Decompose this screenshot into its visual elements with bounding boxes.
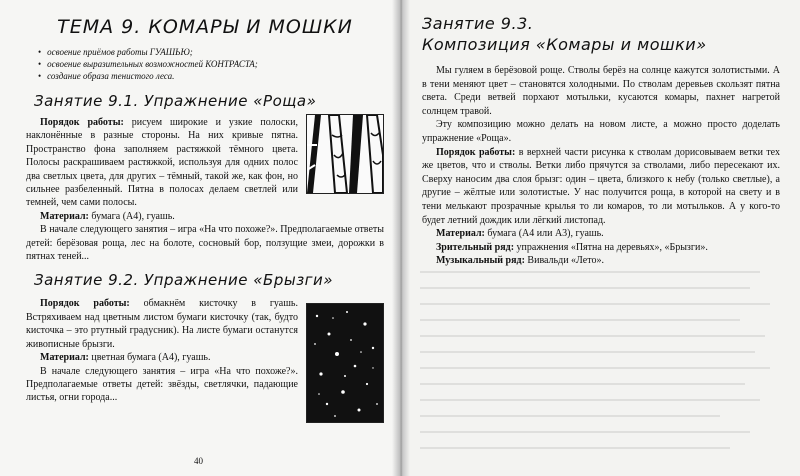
lesson1-procedure: Порядок работы: рисуем широкие и узкие полоски, наклонённые в разные стороны. На них кривые пятна. Пространство фона заполняем растяжкой тёмного цвета. Полосы раскрашиваем растяжкой, используя для одних полос два светлых цвета, для других – тёмный, такой же, как фон, но сильнее разбеленный. Пятна в полосах делаем светлей или темней, чем сами полосы.	[26, 117, 298, 209]
splash-illustration	[306, 303, 384, 423]
lesson2-procedure: Порядок работы: обмакнём кисточку в гуашь. Встряхиваем над цветным листом бумаги кисточку (так, будто кисточка – это ртутный градусник). На листе бумаги останутся живописные брызги.	[26, 298, 298, 350]
grove-illustration	[306, 114, 384, 194]
lesson3-subtitle: Композиция «Комары и мошки»	[422, 35, 707, 54]
lesson2-material: Материал: цветная бумага (А4), гуашь.	[40, 352, 211, 364]
goal-item: • освоение приёмов работы ГУАШЬЮ;	[38, 46, 384, 58]
lesson2-game: В начале следующего занятия – игра «На что похоже?». Предполагаемые ответы детей: звёзды, светлячки, падающие листья, огни города...	[26, 365, 298, 404]
page-number: 40	[194, 456, 203, 466]
lesson3-procedure: Порядок работы: в верхней части рисунка к стволам дорисовываем ветки тех же цветов, что и стволы. Ветки либо прячутся за стволами, либо пересекают их. Сверху наносим два слоя брызг: один – цвета, близкого к небу (только светлые), а другие – жёлтые или золотистые. У нас получится роща, в которой на свету и в тени мелькают прозрачные крылья то ли комаров, то ли мотыльков. А у кого-то будет летний дождик или лёгкий листопад.	[422, 146, 780, 226]
lesson1-material: Материал: бумага (А4), гуашь.	[40, 210, 175, 222]
lesson3-visual: Зрительный ряд: упражнения «Пятна на деревьях», «Брызги».	[436, 241, 708, 253]
right-page	[400, 0, 800, 476]
lesson3-music: Музыкальный ряд: Вивальди «Лето».	[436, 255, 604, 267]
lesson1-body	[26, 116, 384, 263]
lesson3-title: Занятие 9.3.	[422, 14, 534, 33]
lesson3-note: Эту композицию можно делать на новом листе, а можно просто доделать упражнение «Роща».	[422, 119, 780, 144]
lesson2-body	[26, 297, 384, 404]
lesson1-game: В начале следующего занятия – игра «На что похоже?». Предполагаемые ответы детей: берёзовая роща, лес на болоте, сосновый бор, ползущие змеи, дорожки в пятнах теней...	[26, 224, 384, 263]
book-gutter	[392, 0, 410, 476]
topic-title: ТЕМА 9. КОМАРЫ И МОШКИ	[57, 16, 353, 38]
lesson3-material: Материал: бумага (А4 или А3), гуашь.	[436, 228, 604, 240]
lesson3-intro: Мы гуляем в берёзовой роще. Стволы берёз на солнце кажутся золотистыми. А в тени меняют цвет – становятся холодными. По стволам деревьев скользят пятна света. Среди ветвей порхают мотыльки, кусаются комары, пахнет нагретой солнцем травой.	[422, 65, 780, 117]
lesson2-title: Занятие 9.2. Упражнение «Брызги»	[34, 271, 334, 290]
goal-item: • освоение выразительных возможностей КОНТРАСТА;	[38, 58, 384, 70]
goals-list	[26, 46, 384, 82]
goal-item: • создание образа тенистого леса.	[38, 70, 384, 82]
lesson1-title: Занятие 9.1. Упражнение «Роща»	[34, 92, 317, 110]
show-through-texture	[420, 262, 780, 462]
